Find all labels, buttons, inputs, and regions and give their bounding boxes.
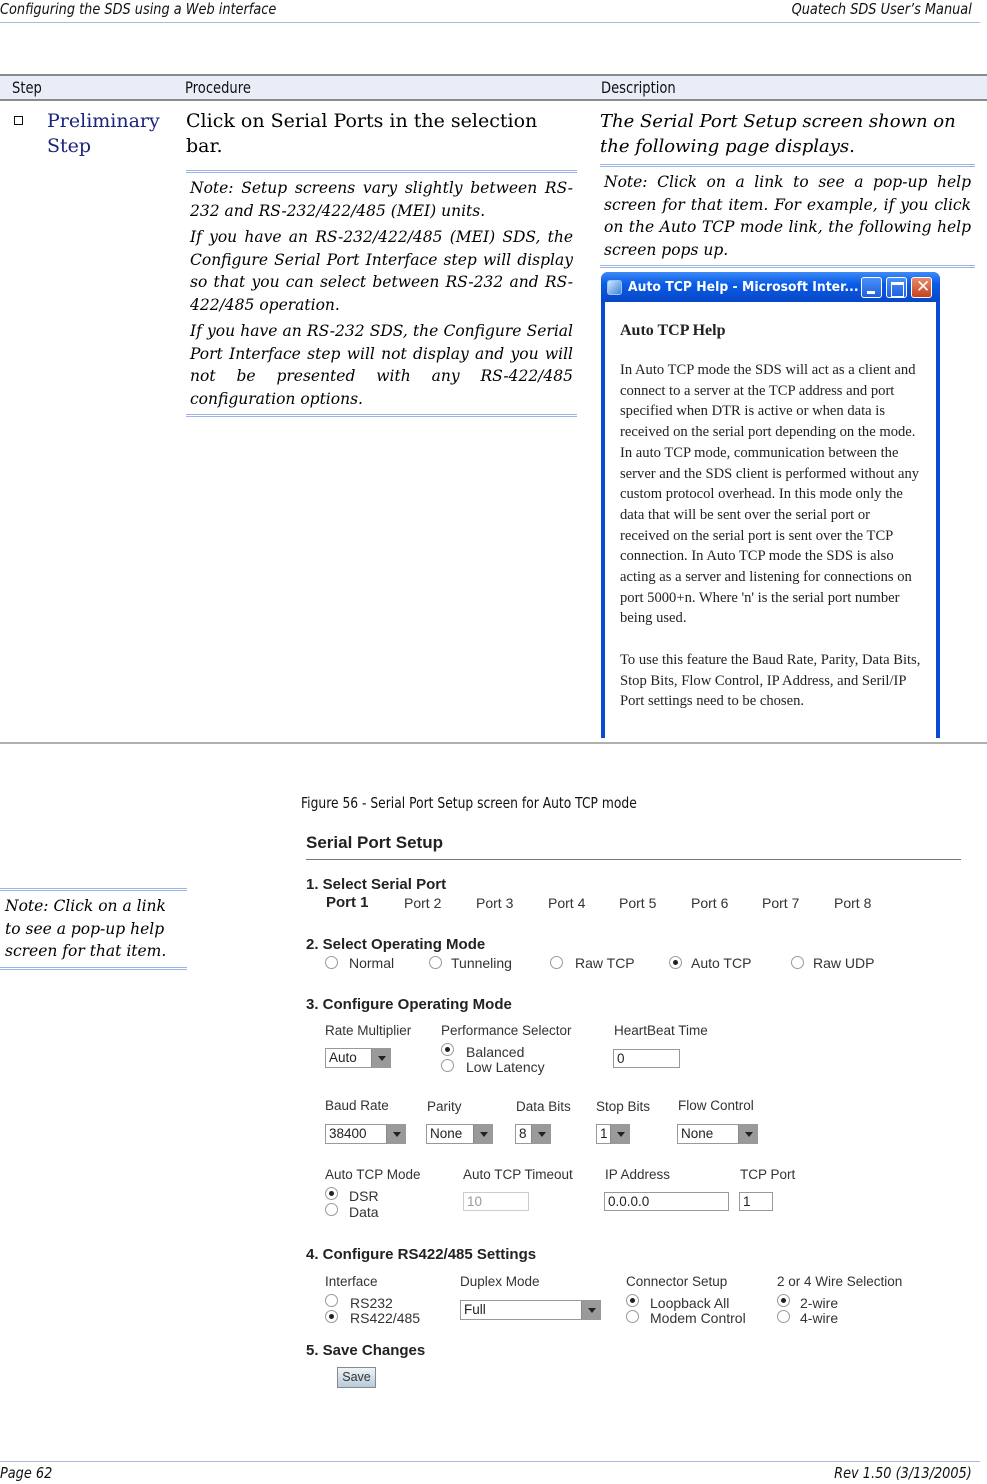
baud-rate-select[interactable]	[325, 1124, 406, 1144]
mode-raw-tcp-label[interactable]: Raw TCP	[575, 955, 635, 971]
4-wire-radio[interactable]	[777, 1310, 790, 1323]
2-wire-label[interactable]: 2-wire	[800, 1295, 839, 1311]
note-paragraph: Note: Click on a link to see a pop-up help screen for that item.	[5, 897, 167, 960]
2-wire-radio[interactable]	[777, 1294, 790, 1307]
column-step: Step	[12, 78, 42, 97]
ip-address-label[interactable]: IP Address	[605, 1167, 671, 1182]
data-bits-label[interactable]: Data Bits	[516, 1099, 571, 1114]
data-radio[interactable]	[325, 1203, 338, 1216]
window-title-bar[interactable]	[601, 272, 940, 302]
screen-title: Serial Port Setup	[306, 833, 443, 852]
parity-value: None	[430, 1126, 463, 1141]
description-text: The Serial Port Setup screen shown on the following page displays.	[600, 111, 956, 157]
tcp-port-input[interactable]: 1	[739, 1192, 773, 1211]
title-divider	[306, 859, 961, 860]
column-procedure: Procedure	[185, 78, 251, 97]
minimize-icon[interactable]	[861, 277, 882, 298]
mode-raw-tcp-radio[interactable]	[550, 956, 563, 969]
page-footer	[0, 1464, 972, 1484]
connector-setup-label[interactable]: Connector Setup	[626, 1274, 728, 1289]
rate-multiplier-select[interactable]	[325, 1048, 391, 1068]
note-paragraph: Note: Click on a link to see a pop-up help screen for that item. For example, if you click on the Auto TCP mode link, the following help screen pops up.	[604, 173, 971, 259]
stop-bits-value: 1	[600, 1126, 608, 1141]
port-5-link[interactable]: Port 5	[619, 895, 657, 911]
rs232-radio[interactable]	[325, 1294, 338, 1307]
performance-selector-label[interactable]: Performance Selector	[441, 1023, 572, 1038]
chevron-down-icon	[531, 1125, 550, 1143]
help-paragraph: In Auto TCP mode the SDS will act as a client and connect to a server at the TCP address and port specified when DTR is active or when data is received on the serial port depending on the mode. In auto TCP mode, communication between the server and the SDS client is performed without any custom protocol overhead. In this mode only the data that will be sent over the serial port or received on the serial port is sent over the TCP connection. In Auto TCP mode the SDS is also acting as a server and listening for connections on port 5000+n. Where 'n' is the serial port number being used.	[620, 362, 920, 627]
chevron-down-icon	[581, 1301, 600, 1319]
data-label[interactable]: Data	[349, 1204, 379, 1220]
port-3-link[interactable]: Port 3	[476, 895, 514, 911]
flow-control-select[interactable]	[677, 1124, 758, 1144]
parity-select[interactable]	[426, 1124, 493, 1144]
mode-normal-label[interactable]: Normal	[349, 955, 395, 971]
chevron-down-icon	[738, 1125, 757, 1143]
help-paragraph: To use this feature the Baud Rate, Parity, Data Bits, Stop Bits, Flow Control, IP Address, and Seril/IP Port settings need to be chosen.	[620, 651, 921, 710]
port-4-link[interactable]: Port 4	[548, 895, 586, 911]
ip-address-input[interactable]: 0.0.0.0	[604, 1192, 729, 1211]
low-latency-label[interactable]: Low Latency	[466, 1059, 545, 1075]
port-6-link[interactable]: Port 6	[691, 895, 729, 911]
auto-tcp-timeout-label[interactable]: Auto TCP Timeout	[463, 1167, 573, 1182]
help-heading: Auto TCP Help	[620, 322, 726, 339]
data-bits-select[interactable]	[515, 1124, 551, 1144]
auto-tcp-mode-label[interactable]: Auto TCP Mode	[325, 1167, 421, 1182]
procedure-table-header	[0, 74, 987, 101]
balanced-label[interactable]: Balanced	[466, 1044, 525, 1060]
revision-info: Rev 1.50 (3/13/2005)	[834, 1464, 972, 1482]
mode-auto-tcp-radio[interactable]	[669, 956, 682, 969]
duplex-mode-select[interactable]	[460, 1300, 601, 1320]
mode-auto-tcp-label[interactable]: Auto TCP	[691, 955, 752, 971]
section-select-operating-mode: 2. Select Operating Mode	[306, 936, 486, 953]
rs422-485-radio[interactable]	[325, 1310, 338, 1323]
auto-tcp-timeout-input[interactable]: 10	[463, 1192, 529, 1211]
dsr-label[interactable]: DSR	[349, 1188, 379, 1204]
column-description: Description	[601, 78, 676, 97]
footer-divider	[0, 1461, 980, 1462]
internet-explorer-icon	[607, 280, 622, 295]
parity-label[interactable]: Parity	[427, 1099, 462, 1114]
page-number: Page 62	[0, 1464, 53, 1482]
port-8-link[interactable]: Port 8	[834, 895, 872, 911]
header-divider	[0, 22, 980, 23]
flow-control-value: None	[681, 1126, 714, 1141]
balanced-radio[interactable]	[441, 1043, 454, 1056]
modem-control-radio[interactable]	[626, 1310, 639, 1323]
dsr-radio[interactable]	[325, 1187, 338, 1200]
header-manual-title: Quatech SDS User’s Manual	[791, 0, 972, 18]
checkbox-bullet-icon	[14, 116, 23, 125]
auto-tcp-help-window	[601, 272, 940, 738]
header-section-title: Configuring the SDS using a Web interface	[0, 0, 277, 18]
window-title: Auto TCP Help - Microsoft Inter...	[628, 279, 859, 295]
data-bits-value: 8	[519, 1126, 527, 1141]
mode-tunneling-label[interactable]: Tunneling	[451, 955, 512, 971]
stop-bits-select[interactable]	[596, 1124, 630, 1144]
baud-rate-value: 38400	[329, 1126, 367, 1141]
chevron-down-icon	[371, 1049, 390, 1067]
rate-multiplier-value: Auto	[329, 1050, 357, 1065]
duplex-mode-label[interactable]: Duplex Mode	[460, 1274, 540, 1289]
mode-raw-udp-label[interactable]: Raw UDP	[813, 955, 875, 971]
4-wire-label[interactable]: 4-wire	[800, 1310, 839, 1326]
duplex-mode-value: Full	[464, 1302, 486, 1317]
stop-bits-label[interactable]: Stop Bits	[596, 1099, 651, 1114]
loopback-all-label[interactable]: Loopback All	[650, 1295, 730, 1311]
low-latency-radio[interactable]	[441, 1059, 454, 1072]
rate-multiplier-label[interactable]: Rate Multiplier	[325, 1023, 412, 1038]
figure-caption: Figure 56 - Serial Port Setup screen for Auto TCP mode	[301, 794, 637, 812]
loopback-all-radio[interactable]	[626, 1294, 639, 1307]
close-icon[interactable]: ✕	[911, 277, 932, 298]
step-label: Preliminary Step	[47, 110, 160, 157]
port-1-link[interactable]: Port 1	[326, 894, 369, 911]
procedure-note	[186, 170, 577, 417]
flow-control-label[interactable]: Flow Control	[678, 1098, 754, 1113]
section-configure-operating-mode: 3. Configure Operating Mode	[306, 996, 512, 1013]
rs232-label[interactable]: RS232	[350, 1295, 393, 1311]
mode-tunneling-radio[interactable]	[429, 956, 442, 969]
wire-selection-label[interactable]: 2 or 4 Wire Selection	[777, 1274, 903, 1289]
mode-normal-radio[interactable]	[325, 956, 338, 969]
heartbeat-time-input[interactable]: 0	[613, 1049, 680, 1068]
help-content	[605, 302, 936, 738]
page-header	[0, 0, 972, 20]
mode-raw-udp-radio[interactable]	[791, 956, 804, 969]
chevron-down-icon	[386, 1125, 405, 1143]
rs422-485-label[interactable]: RS422/485	[350, 1310, 421, 1326]
chevron-down-icon	[473, 1125, 492, 1143]
tcp-port-label[interactable]: TCP Port	[740, 1167, 796, 1182]
side-note	[0, 888, 187, 970]
description-note	[600, 164, 975, 268]
interface-label[interactable]: Interface	[325, 1274, 378, 1289]
section-configure-rs422-485: 4. Configure RS422/485 Settings	[306, 1246, 537, 1263]
port-2-link[interactable]: Port 2	[404, 895, 442, 911]
note-paragraph: If you have an RS-232/422/485 (MEI) SDS, the Configure Serial Port Interface step will display so that you can select between RS-232 and RS-422/485 operation.	[190, 228, 573, 314]
note-paragraph: Note: Setup screens vary slightly between RS-232 and RS-232/422/485 (MEI) units.	[190, 179, 573, 220]
table-bottom-border	[0, 742, 987, 744]
chevron-down-icon	[610, 1125, 629, 1143]
modem-control-label[interactable]: Modem Control	[650, 1310, 746, 1326]
maximize-icon[interactable]	[886, 277, 907, 298]
note-paragraph: If you have an RS-232 SDS, the Configure Serial Port Interface step will not display and you will not be presented with any RS-422/485 configuration options.	[190, 322, 573, 408]
heartbeat-time-label[interactable]: HeartBeat Time	[614, 1023, 708, 1038]
baud-rate-label[interactable]: Baud Rate	[325, 1098, 389, 1113]
section-save-changes: 5. Save Changes	[306, 1342, 426, 1359]
port-7-link[interactable]: Port 7	[762, 895, 800, 911]
save-button[interactable]: Save	[337, 1367, 376, 1388]
procedure-text: Click on Serial Ports in the selection bar.	[186, 110, 538, 157]
section-select-serial-port: 1. Select Serial Port	[306, 876, 447, 893]
